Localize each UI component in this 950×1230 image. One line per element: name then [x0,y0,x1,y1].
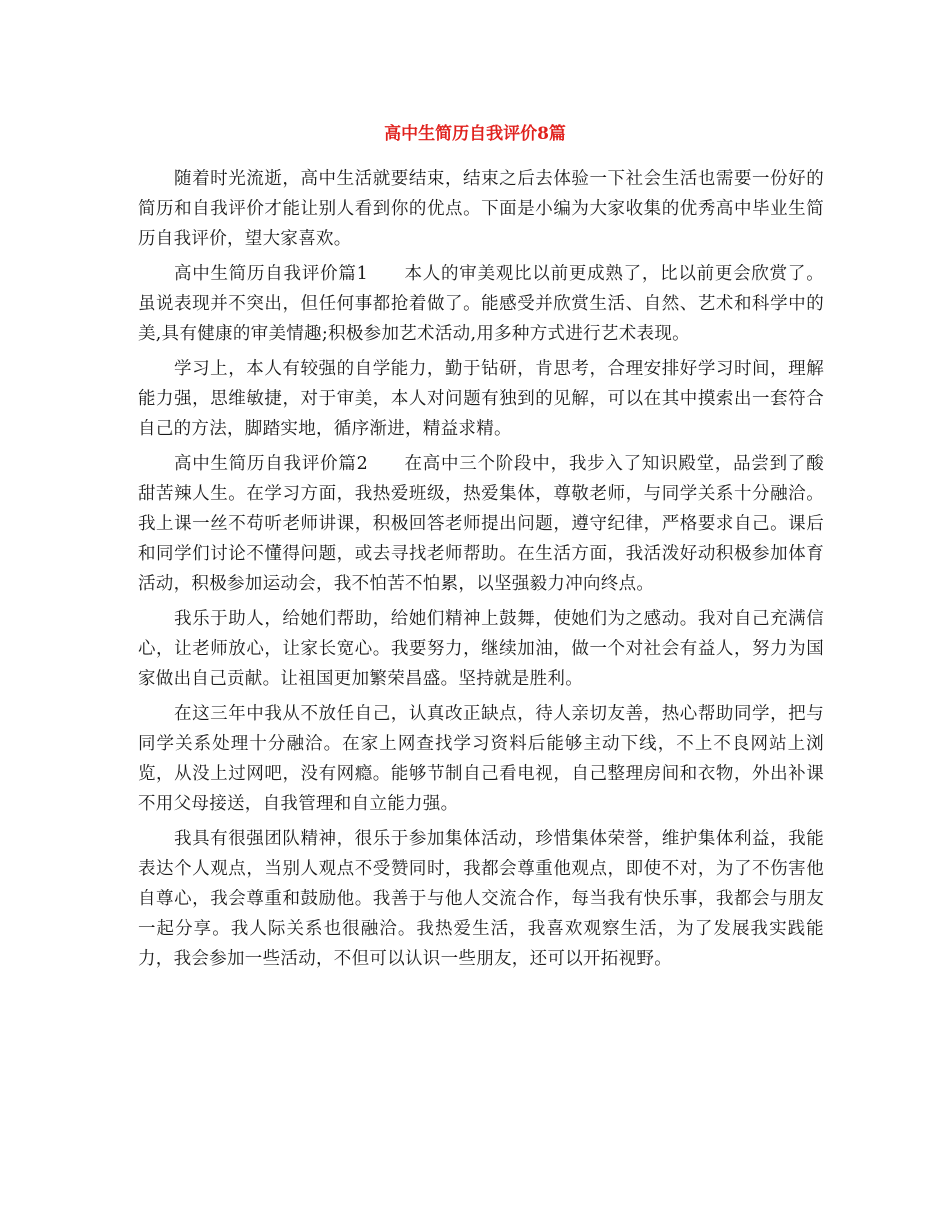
section-heading: 高中生简历自我评价篇2 [174,454,369,474]
section-heading: 高中生简历自我评价篇1 [174,264,369,284]
document-title: 高中生简历自我评价8篇 [384,124,566,144]
paragraph-text: 我具有很强团队精神，很乐于参加集体活动，珍惜集体荣誉，维护集体利益，我能表达个人观点，当别人观点不受赞同时，我都会尊重他观点，即使不对，为了不伤害他自尊心，我会尊重和鼓励他。我善于与他人交流合作，每当我有快乐事，我都会与朋友一起分享。我人际关系也很融洽。我热爱生活，我喜欢观察生活，为了发展我实践能力，我会参加一些活动，不但可以认识一些朋友，还可以开拓视野。 [138,829,824,969]
paragraph-text: 本人的审美观比以前更成熟了，比以前更会欣赏了。虽说表现并不突出，但任何事都抢着做了。能感受并欣赏生活、自然、艺术和科学中的美,具有健康的审美情趣;积极参加艺术活动,用多种方式进行艺术表现。 [138,264,824,344]
paragraph-text: 学习上，本人有较强的自学能力，勤于钻研，肯思考，合理安排好学习时间，理解能力强，思维敏捷，对于审美，本人对问题有独到的见解，可以在其中摸索出一套符合自己的方法，脚踏实地，循序渐进，精益求精。 [138,359,824,439]
intro-paragraph [138,164,824,254]
paragraph-text: 随着时光流逝，高中生活就要结束，结束之后去体验一下社会生活也需要一份好的简历和自我评价才能让别人看到你的优点。下面是小编为大家收集的优秀高中毕业生简历自我评价，望大家喜欢。 [138,169,824,249]
section-1-paragraph [138,259,824,349]
paragraph-text: 在高中三个阶段中，我步入了知识殿堂，品尝到了酸甜苦辣人生。在学习方面，我热爱班级，热爱集体，尊敬老师，与同学关系十分融洽。我上课一丝不苟听老师讲课，积极回答老师提出问题，遵守纪律，严格要求自己。课后和同学们讨论不懂得问题，或去寻找老师帮助。在生活方面，我活泼好动积极参加体育活动，积极参加运动会，我不怕苦不怕累，以坚强毅力冲向终点。 [138,454,824,594]
document-body [138,164,824,979]
paragraph-text: 我乐于助人，给她们帮助，给她们精神上鼓舞，使她们为之感动。我对自己充满信心，让老师放心，让家长宽心。我要努力，继续加油，做一个对社会有益人，努力为国家做出自己贡献。让祖国更加繁荣昌盛。坚持就是胜利。 [138,609,824,689]
body-paragraph [138,699,824,819]
body-paragraph [138,824,824,974]
paragraph-text: 在这三年中我从不放任自己，认真改正缺点，待人亲切友善，热心帮助同学，把与同学关系处理十分融洽。在家上网查找学习资料后能够主动下线，不上不良网站上浏览，从没上过网吧，没有网瘾。能够节制自己看电视，自己整理房间和衣物，外出补课不用父母接送，自我管理和自立能力强。 [138,704,824,814]
body-paragraph [138,604,824,694]
body-paragraph [138,354,824,444]
section-2-paragraph [138,449,824,599]
